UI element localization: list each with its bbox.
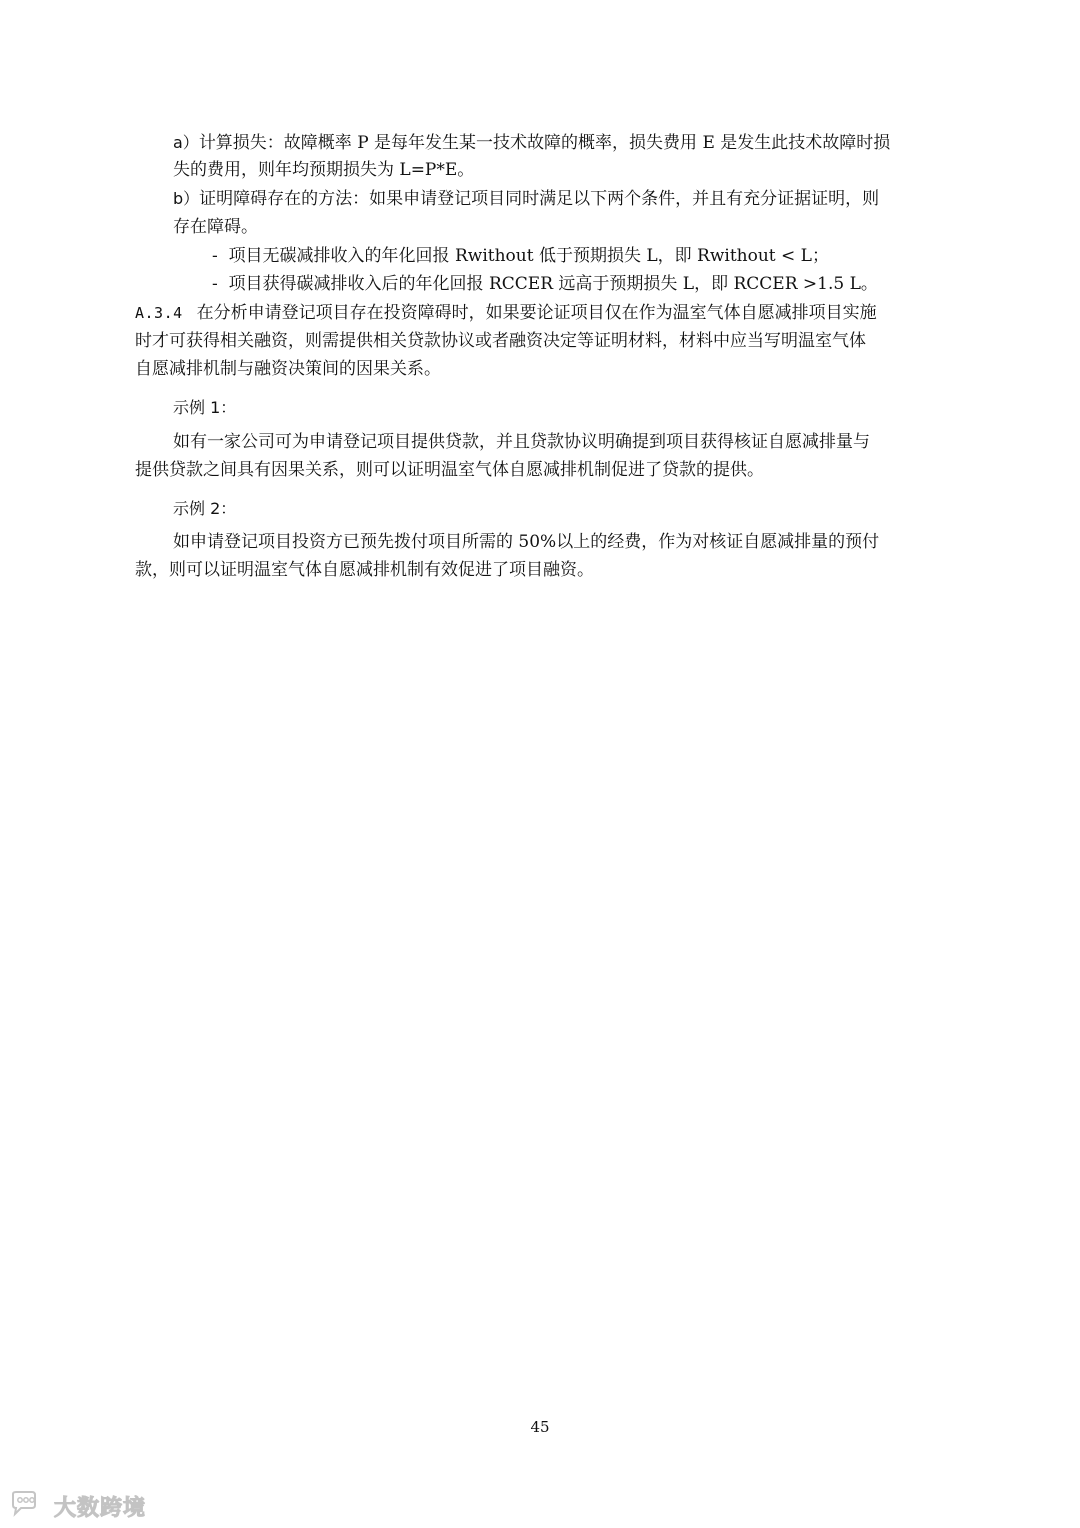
watermark-text: 大数跨境 xyxy=(54,1495,147,1521)
list-item-text: 存在障碍。 xyxy=(173,217,258,237)
section-text: 在分析申请登记项目存在投资障碍时，如果要论证项目仅在作为温室气体自愿减排项目实施 xyxy=(196,303,877,323)
example-title: 示例 2： xyxy=(173,499,237,518)
section-paragraph-line xyxy=(135,357,441,381)
list-item-text: 失的费用，则年均预期损失为 L=P*E。 xyxy=(173,160,475,180)
list-item-label: b） xyxy=(173,189,200,208)
bullet-dash: - xyxy=(212,246,218,266)
list-item-text: 计算损失：故障概率 P 是每年发生某一技术故障的概率，损失费用 E 是发生此技术故障时损 xyxy=(198,133,891,153)
example-title: 示例 1： xyxy=(173,398,237,417)
example-line: 提供贷款之间具有因果关系，则可以证明温室气体自愿减排机制促进了贷款的提供。 xyxy=(135,460,764,480)
list-item-text: 证明障碍存在的方法：如果申请登记项目同时满足以下两个条件，并且有充分证据证明，则 xyxy=(199,189,880,209)
bullet-item xyxy=(212,272,878,296)
section-text: 时才可获得相关融资，则需提供相关贷款协议或者融资决定等证明材料，材料中应当写明温室气体 xyxy=(135,331,866,351)
example-line: 如申请登记项目投资方已预先拨付项目所需的 50%以上的经费，作为对核证自愿减排量的预付 xyxy=(173,532,880,552)
example-line: 款，则可以证明温室气体自愿减排机制有效促进了项目融资。 xyxy=(135,560,594,580)
bullet-item xyxy=(212,244,829,268)
list-item-b-continuation xyxy=(173,215,258,239)
example-line: 如有一家公司可为申请登记项目提供贷款，并且贷款协议明确提到项目获得核证自愿减排量与 xyxy=(173,432,870,452)
watermark xyxy=(8,1490,146,1522)
list-item-b xyxy=(173,187,879,211)
list-item-label: a） xyxy=(173,133,199,152)
bullet-text: 项目无碳减排收入的年化回报 Rwithout 低于预期损失 L，即 Rwithout < L； xyxy=(228,246,829,266)
bullet-dash: - xyxy=(212,274,218,294)
list-item-a xyxy=(173,131,890,155)
section-paragraph-first-line xyxy=(135,301,877,325)
chat-bubble-icon xyxy=(8,1490,48,1522)
list-item-a-continuation xyxy=(173,158,474,182)
section-text: 自愿减排机制与融资决策间的因果关系。 xyxy=(135,359,441,379)
section-number: A.3.4 xyxy=(135,304,183,322)
section-paragraph-line xyxy=(135,329,866,353)
page-number: 45 xyxy=(530,1418,550,1436)
bullet-text: 项目获得碳减排收入后的年化回报 RCCER 远高于预期损失 L，即 RCCER >1.5 L。 xyxy=(228,274,878,294)
